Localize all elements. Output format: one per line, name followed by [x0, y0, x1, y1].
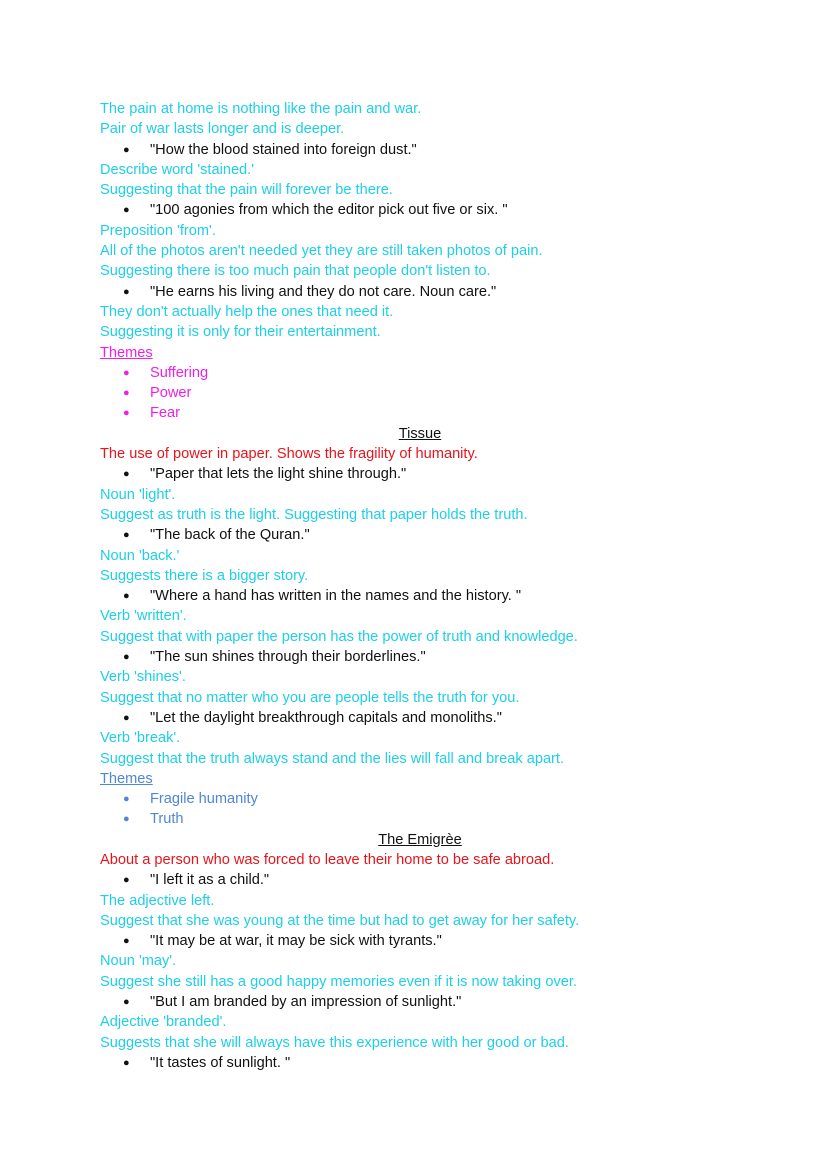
line-text: The Emigrèe [378, 831, 462, 848]
note-line [100, 667, 740, 687]
quote-bullet [100, 464, 740, 484]
line-text: "Where a hand has written in the names and the history. " [150, 588, 522, 605]
note-line [100, 891, 740, 911]
line-text: Suggest she still has a good happy memories even if it is now taking over. [100, 973, 577, 990]
note-line [100, 566, 740, 586]
quote-bullet [100, 1053, 740, 1073]
line-text: Noun 'back.' [100, 547, 180, 564]
line-text: Adjective 'branded'. [100, 1014, 227, 1031]
line-text: "He earns his living and they do not care. Noun care." [150, 283, 497, 300]
line-text: "Let the daylight breakthrough capitals and monoliths." [150, 709, 502, 726]
bullet-icon: ● [123, 935, 130, 948]
note-line [100, 302, 740, 322]
bullet-icon: ● [123, 529, 130, 542]
line-text: Preposition 'from'. [100, 222, 216, 239]
line-text: Suggesting there is too much pain that people don't listen to. [100, 263, 491, 280]
line-text: Themes [100, 770, 153, 787]
line-text: Suggesting that the pain will forever be there. [100, 182, 393, 199]
line-text: The adjective left. [100, 892, 215, 909]
quote-bullet [100, 140, 740, 160]
quote-bullet [100, 200, 740, 220]
quote-bullet [100, 282, 740, 302]
note-line [100, 606, 740, 626]
bullet-icon: ● [123, 366, 130, 379]
note-line [100, 119, 740, 139]
line-text: Suggest as truth is the light. Suggesting that paper holds the truth. [100, 506, 528, 523]
note-line [100, 749, 740, 769]
quote-bullet [100, 647, 740, 667]
theme-bullet [100, 403, 740, 423]
line-text: "How the blood stained into foreign dust." [150, 141, 417, 158]
line-text: "It tastes of sunlight. " [150, 1054, 291, 1071]
bullet-icon: ● [123, 996, 130, 1009]
theme-bullet [100, 789, 740, 809]
themes-heading [100, 769, 740, 789]
bullet-icon: ● [123, 285, 130, 298]
note-line [100, 485, 740, 505]
quote-bullet [100, 586, 740, 606]
bullet-icon: ● [123, 813, 130, 826]
line-text: The pain at home is nothing like the pain and war. [100, 101, 422, 117]
line-text: About a person who was forced to leave their home to be safe abroad. [100, 851, 555, 868]
line-text: The use of power in paper. Shows the fragility of humanity. [100, 446, 478, 463]
line-text: Suggest that no matter who you are people tells the truth for you. [100, 689, 520, 706]
bullet-icon: ● [123, 468, 130, 481]
line-text: Suggests there is a bigger story. [100, 567, 309, 584]
line-text: "The back of the Quran." [150, 527, 310, 544]
bullet-icon: ● [123, 590, 130, 603]
poem-summary [100, 850, 740, 870]
line-text: Fragile humanity [150, 791, 258, 808]
bullet-icon: ● [123, 204, 130, 217]
quote-bullet [100, 525, 740, 545]
note-line [100, 911, 740, 931]
line-text: Verb 'break'. [100, 730, 181, 747]
line-text: Suggests that she will always have this experience with her good or bad. [100, 1034, 569, 1051]
bullet-icon: ● [123, 143, 130, 156]
line-text: Suggesting it is only for their entertainment. [100, 324, 381, 341]
line-text: Tissue [398, 425, 442, 442]
note-line [100, 1012, 740, 1032]
note-line [100, 241, 740, 261]
note-line [100, 951, 740, 971]
line-text: "I left it as a child." [150, 872, 270, 889]
line-text: All of the photos aren't needed yet they are still taken photos of pain. [100, 243, 543, 260]
line-text: Verb 'written'. [100, 608, 187, 625]
poem-summary [100, 444, 740, 464]
quote-bullet [100, 931, 740, 951]
line-text: Truth [150, 811, 184, 828]
note-line [100, 627, 740, 647]
bullet-icon: ● [123, 387, 130, 400]
note-line [100, 688, 740, 708]
document-body [100, 99, 740, 1073]
line-text: Noun 'light'. [100, 486, 176, 503]
line-text: They don't actually help the ones that need it. [100, 303, 394, 320]
note-line [100, 99, 740, 119]
note-line [100, 160, 740, 180]
line-text: "Paper that lets the light shine through." [150, 466, 407, 483]
note-line [100, 546, 740, 566]
theme-bullet [100, 363, 740, 383]
note-line [100, 322, 740, 342]
theme-bullet [100, 383, 740, 403]
note-line [100, 1033, 740, 1053]
line-text: Suggest that the truth always stand and the lies will fall and break apart. [100, 750, 565, 767]
line-text: Suggest that with paper the person has the power of truth and knowledge. [100, 628, 578, 645]
quote-bullet [100, 708, 740, 728]
theme-bullet [100, 809, 740, 829]
line-text: "100 agonies from which the editor pick out five or six. " [150, 202, 508, 219]
line-text: Pair of war lasts longer and is deeper. [100, 121, 345, 138]
note-line [100, 728, 740, 748]
line-text: "The sun shines through their borderlines." [150, 649, 426, 666]
bullet-icon: ● [123, 711, 130, 724]
quote-bullet [100, 870, 740, 890]
note-line [100, 261, 740, 281]
note-line [100, 221, 740, 241]
line-text: Power [150, 385, 192, 402]
line-text: Noun 'may'. [100, 953, 177, 970]
themes-heading [100, 343, 740, 363]
bullet-icon: ● [123, 793, 130, 806]
line-text: Describe word 'stained.' [100, 161, 255, 178]
bullet-icon: ● [123, 407, 130, 420]
line-text: "But I am branded by an impression of sunlight." [150, 994, 462, 1011]
line-text: "It may be at war, it may be sick with tyrants." [150, 933, 442, 950]
line-text: Verb 'shines'. [100, 669, 186, 686]
bullet-icon: ● [123, 874, 130, 887]
bullet-icon: ● [123, 651, 130, 664]
line-text: Fear [150, 405, 181, 422]
bullet-icon: ● [123, 1056, 130, 1069]
poem-title [100, 424, 740, 444]
line-text: Suggest that she was young at the time but had to get away for her safety. [100, 912, 580, 929]
quote-bullet [100, 992, 740, 1012]
note-line [100, 180, 740, 200]
note-line [100, 505, 740, 525]
line-text: Suffering [150, 364, 209, 381]
poem-title [100, 830, 740, 850]
line-text: Themes [100, 344, 153, 361]
note-line [100, 972, 740, 992]
